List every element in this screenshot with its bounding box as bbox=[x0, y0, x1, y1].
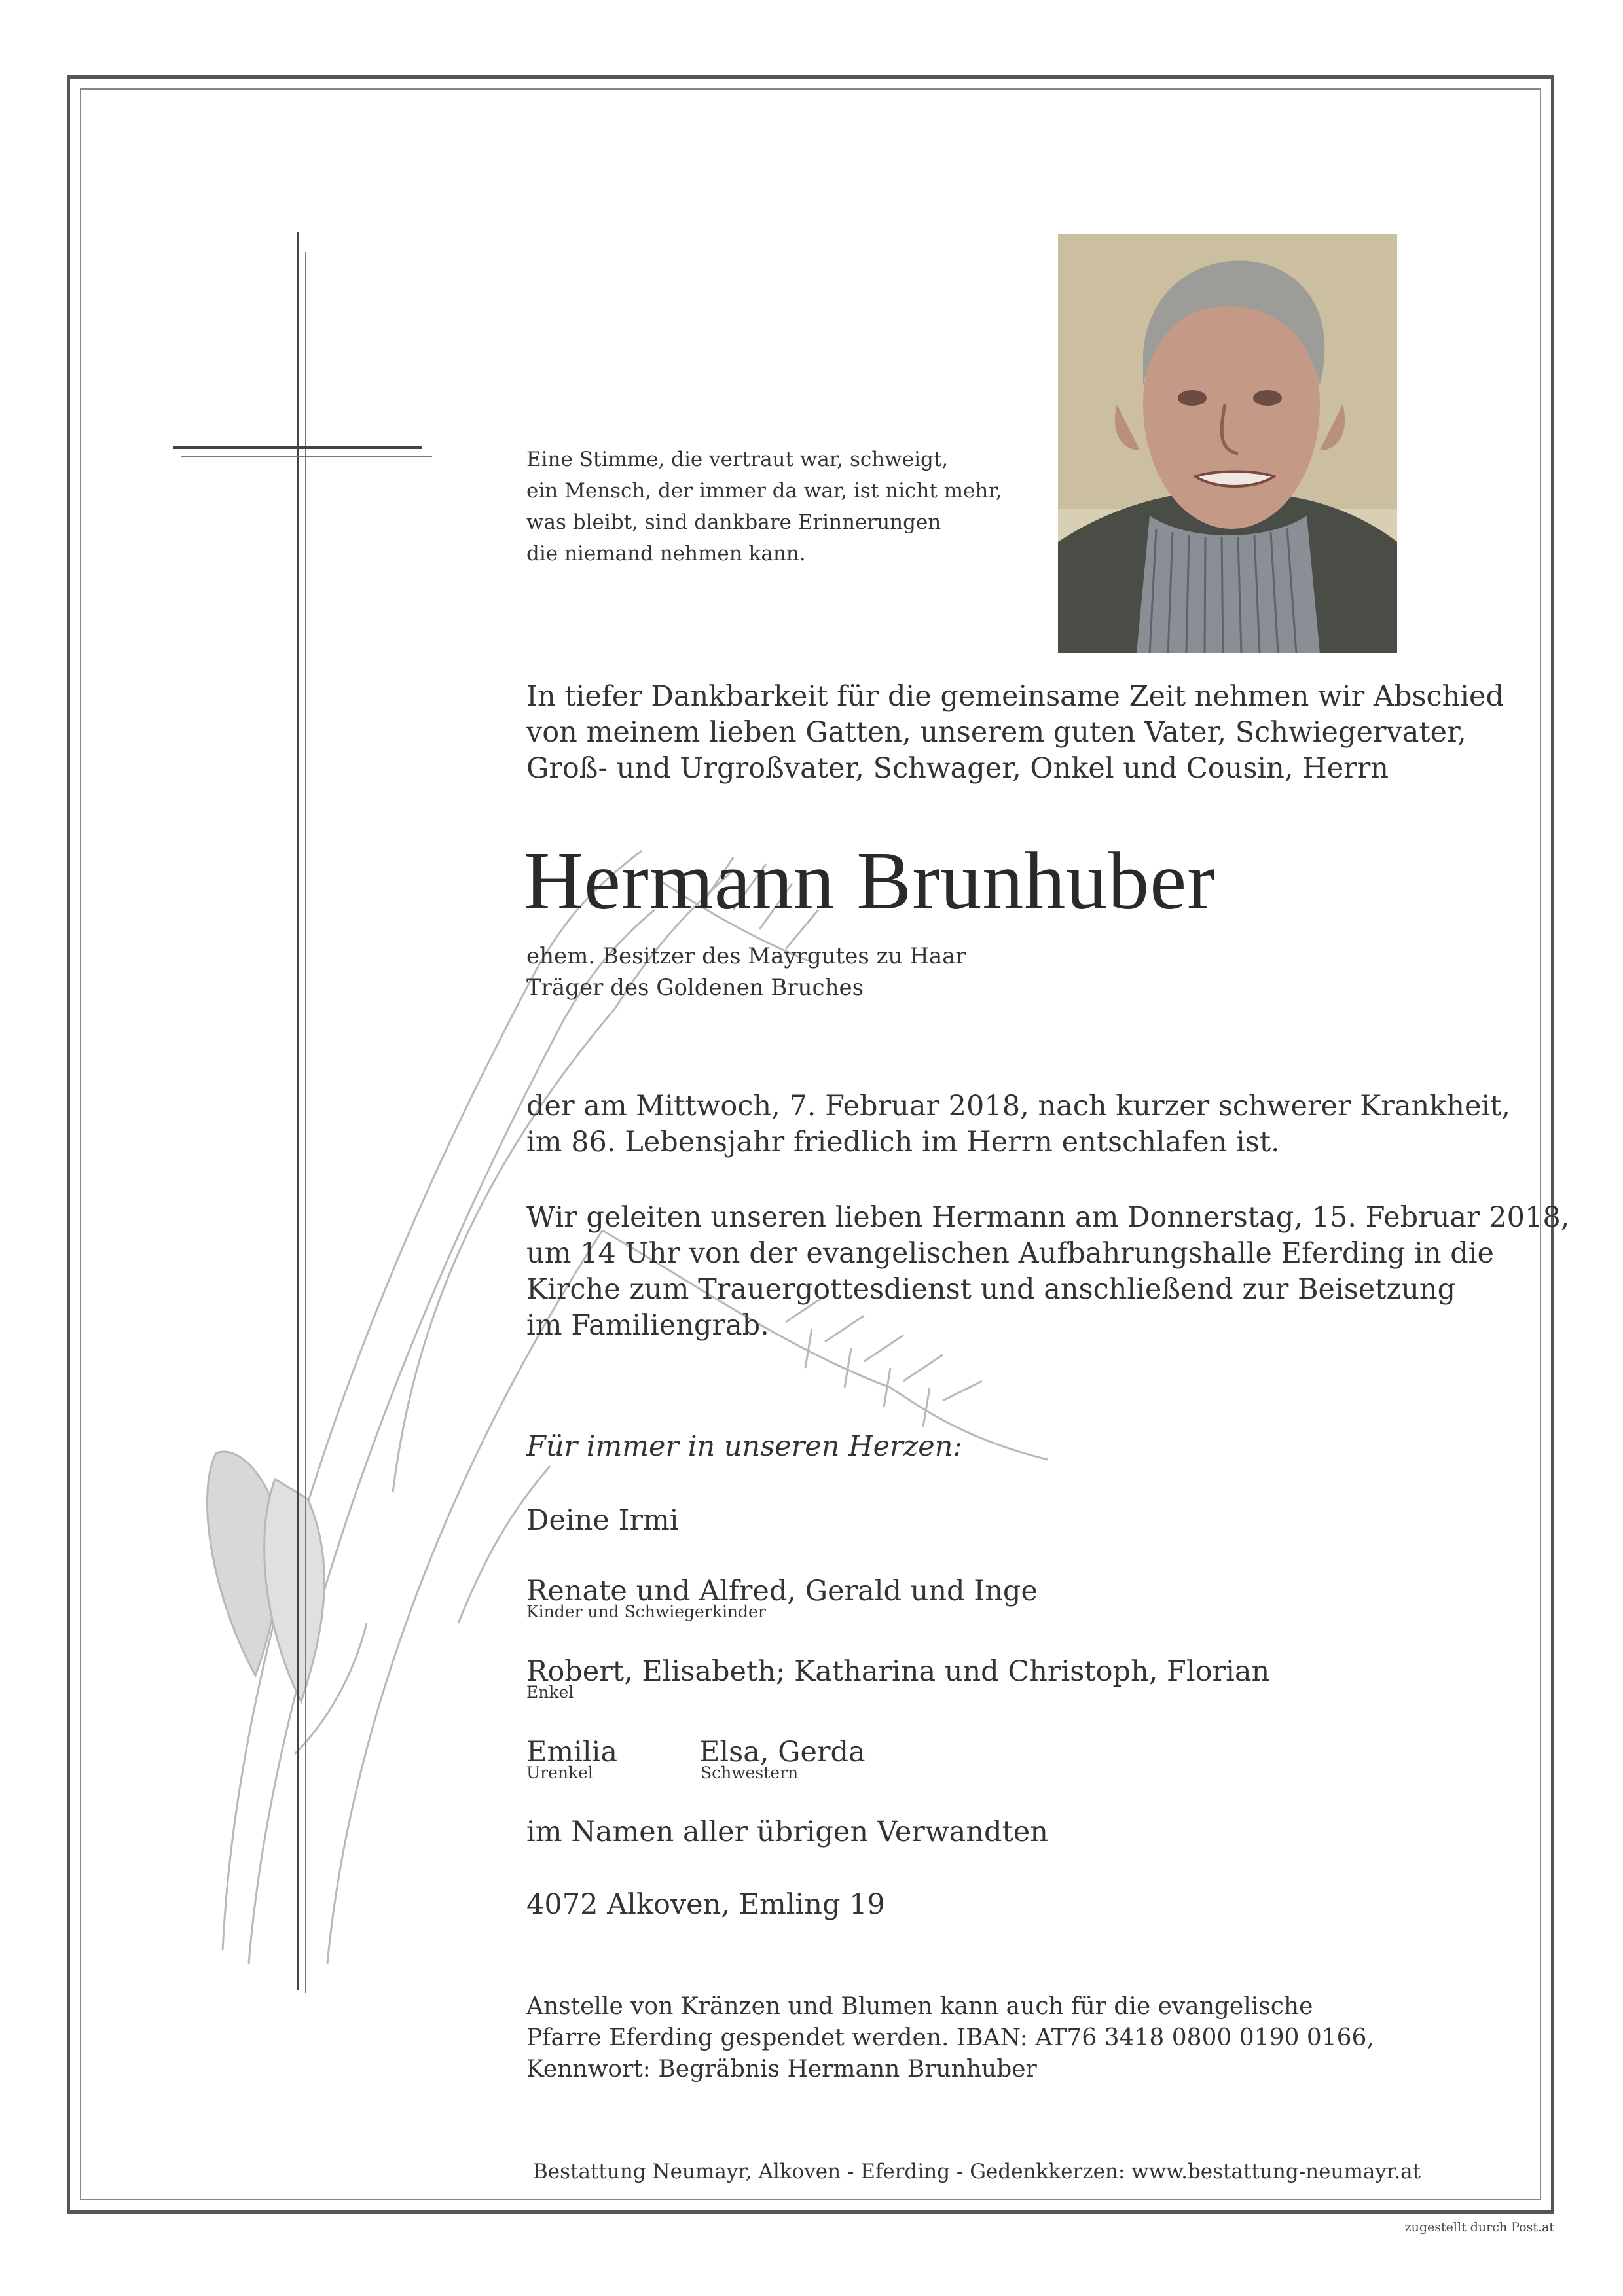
cross-icon bbox=[173, 232, 435, 2000]
deceased-subtitle: ehem. Besitzer des Mayrgutes zu Haar Träger des Goldenen Bruches bbox=[526, 943, 966, 1001]
donation-note: Anstelle von Kränzen und Blumen kann auch für die evangelische Pfarre Eferding gespendet werden. IBAN: AT76 3418 0800 0190 0166, Kennwort: Begräbnis Hermann Brunhuber bbox=[526, 1993, 1374, 2083]
spouse-name: Deine Irmi bbox=[526, 1504, 679, 1537]
postal-note: zugestellt durch Post.at bbox=[1404, 2220, 1554, 2234]
portrait-photo bbox=[1058, 234, 1397, 653]
grandchildren-caption: Enkel bbox=[526, 1683, 574, 1702]
deceased-name: Hermann Brunhuber bbox=[524, 836, 1216, 927]
grandchildren-names: Robert, Elisabeth; Katharina und Christoph, Florian bbox=[526, 1655, 1270, 1688]
memorial-poem: Eine Stimme, die vertraut war, schweigt, ein Mensch, der immer da war, ist nicht mehr, was bleibt, sind dankbare Erinnerungen die niemand nehmen kann. bbox=[526, 448, 1002, 565]
sisters-names: Elsa, Gerda bbox=[699, 1736, 866, 1768]
funeral-home-footer: Bestattung Neumayr, Alkoven - Eferding - Gedenkkerzen: www.bestattung-neumayr.at bbox=[533, 2160, 1421, 2183]
intro-text: In tiefer Dankbarkeit für die gemeinsame Zeit nehmen wir Abschied von meinem lieben Gatten, unserem guten Vater, Schwiegervater, Groß- und Urgroßvater, Schwager, Onkel und Cousin, Herrn bbox=[526, 680, 1504, 785]
funeral-details: Wir geleiten unseren lieben Hermann am Donnerstag, 15. Februar 2018, um 14 Uhr von der evangelischen Aufbahrungshalle Eferding in die Kirche zum Trauergottesdienst und anschließend zur Beisetzung im Familiengrab. bbox=[526, 1201, 1570, 1342]
great-grandchild-caption: Urenkel bbox=[526, 1763, 593, 1782]
sisters-caption: Schwestern bbox=[701, 1763, 799, 1782]
signoff-line: Für immer in unseren Herzen: bbox=[526, 1430, 962, 1463]
other-relatives: im Namen aller übrigen Verwandten bbox=[526, 1816, 1048, 1848]
family-address: 4072 Alkoven, Emling 19 bbox=[526, 1888, 885, 1921]
children-names: Renate und Alfred, Gerald und Inge bbox=[526, 1575, 1038, 1607]
great-grandchild-name: Emilia bbox=[526, 1736, 618, 1768]
death-notice: der am Mittwoch, 7. Februar 2018, nach kurzer schwerer Krankheit, im 86. Lebensjahr friedlich im Herrn entschlafen ist. bbox=[526, 1090, 1511, 1158]
children-caption: Kinder und Schwiegerkinder bbox=[526, 1602, 766, 1621]
